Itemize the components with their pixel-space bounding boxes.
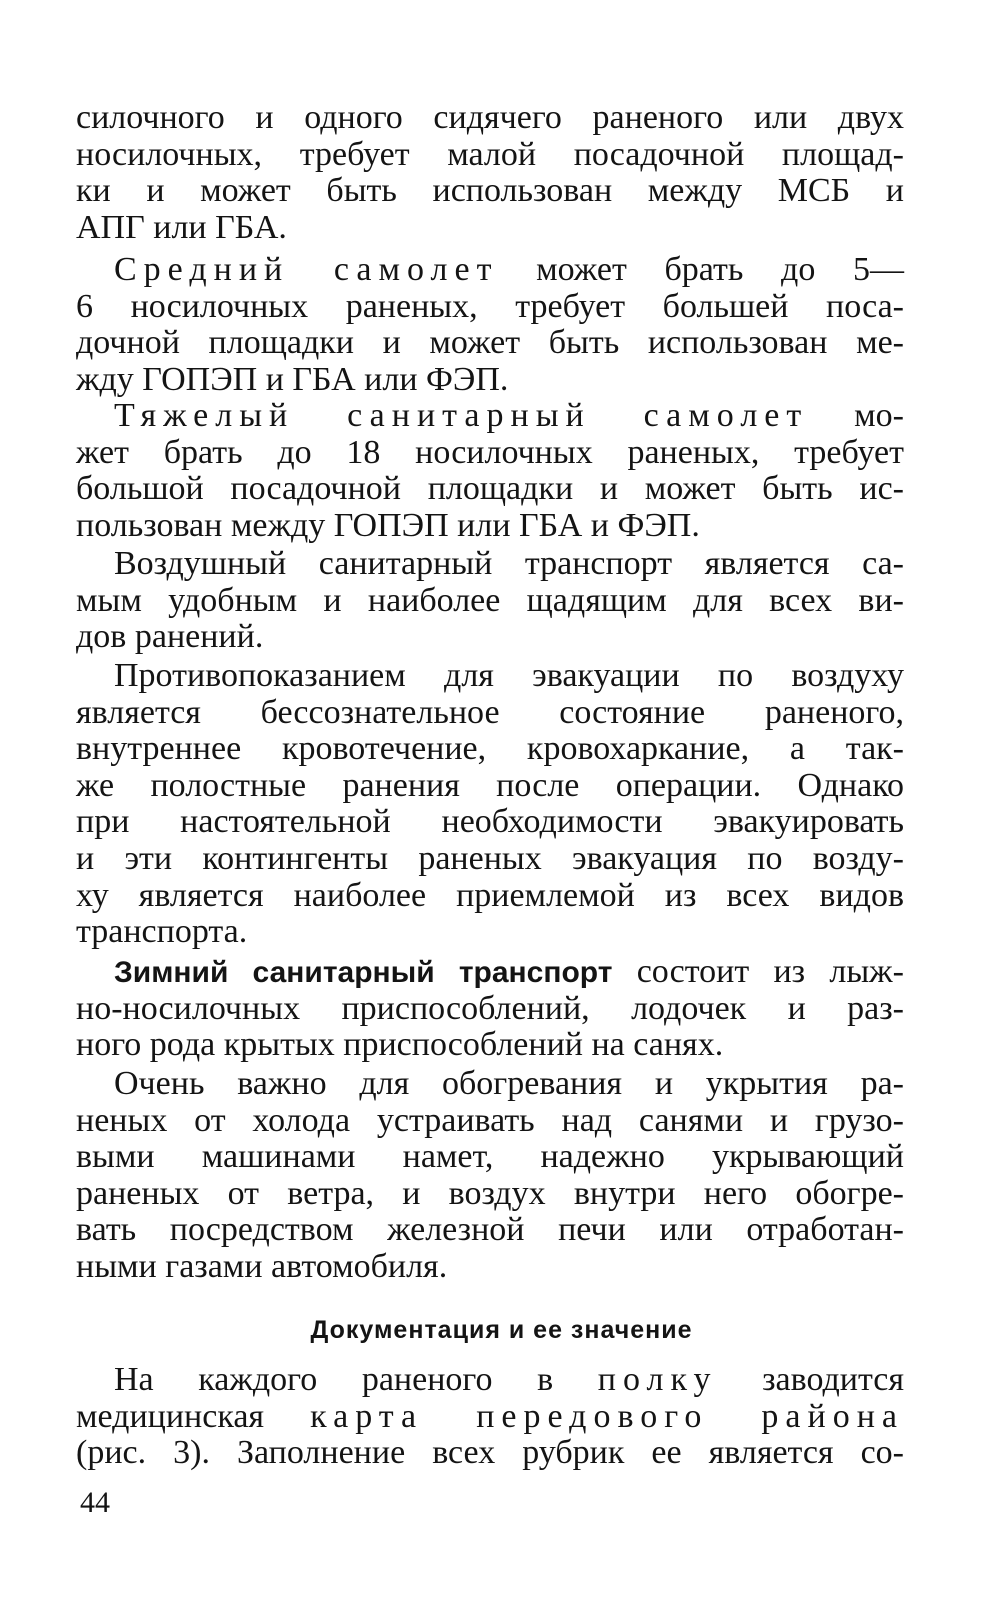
text-line: ного рода крытых приспособлений на санях.: [76, 1026, 724, 1064]
text-line: является бессознательное состояние раненого,: [76, 693, 904, 731]
paragraph-winter-transport: [76, 954, 904, 1064]
text-line: носилочных, требует малой посадочной площад-: [76, 135, 904, 173]
text-line: ки и может быть использован между МСБ и: [76, 172, 904, 210]
text-line: вать посредством железной печи или отработан-: [76, 1211, 904, 1249]
paragraph-medium-aircraft: [76, 252, 904, 398]
text-line: же полостные ранения после операции. Однако: [76, 766, 904, 804]
paragraph-heating: [76, 1066, 904, 1286]
text-line: жду ГОПЭП и ГБА или ФЭП.: [76, 360, 509, 398]
text-line: Тяжелый санитарный самолет мо-: [114, 397, 904, 434]
text-line: силочного и одного сидячего раненого или двух: [76, 99, 904, 136]
text-line: Очень важно для обогревания и укрытия ра-: [114, 1065, 904, 1102]
text-line: дов ранений.: [76, 618, 264, 656]
text-line: медицинская карта передового района: [76, 1397, 905, 1435]
text-line: большой посадочной площадки и может быть ис-: [76, 470, 904, 508]
text-line: мым удобным и наиболее щадящим для всех ви-: [76, 581, 904, 619]
text-line: но-носилочных приспособлений, лодочек и раз-: [76, 989, 904, 1027]
text-line: ху является наиболее приемлемой из всех видов: [76, 876, 904, 914]
text-line: АПГ или ГБА.: [76, 208, 287, 246]
paragraph-documentation: [76, 1362, 904, 1472]
bold-term: Зимний санитарный транспорт: [114, 956, 613, 989]
spaced-term: Средний самолет: [114, 251, 499, 288]
text-line: выми машинами намет, надежно укрывающий: [76, 1138, 904, 1176]
text-line: жет брать до 18 носилочных раненых, требует: [76, 433, 904, 471]
text-line: (рис. 3). Заполнение всех рубрик ее является со-: [76, 1434, 904, 1472]
text-line: при настоятельной необходимости эвакуировать: [76, 803, 904, 841]
text-line: ными газами автомобиля.: [76, 1247, 448, 1285]
paragraph-heavy-aircraft: [76, 398, 904, 544]
text-line: На каждого раненого в полку заводится: [114, 1361, 904, 1398]
text-line: пользован между ГОПЭП или ГБА и ФЭП.: [76, 506, 700, 544]
text-line: раненых от ветра, и воздух внутри него обогре-: [76, 1174, 904, 1212]
spaced-term: Тяжелый санитарный самолет: [114, 397, 809, 434]
spaced-term: карта передового района: [310, 1397, 905, 1435]
section-heading: Документация и ее значение: [310, 1316, 693, 1344]
text-line: неных от холода устраивать над санями и грузо-: [76, 1101, 904, 1139]
text-line: транспорта.: [76, 913, 248, 951]
paragraph-contraindications: [76, 658, 904, 951]
text-line: 6 носилочных раненых, требует большей поса-: [76, 287, 904, 325]
spaced-term: полку: [597, 1361, 718, 1398]
text-line: Зимний санитарный транспорт состоит из лыж-: [114, 953, 904, 990]
text-line: внутреннее кровотечение, кровохаркание, а так-: [76, 730, 904, 768]
text-line: дочной площадки и может быть использован ме-: [76, 324, 904, 362]
paragraph-air-transport: [76, 546, 904, 656]
text-line: Воздушный санитарный транспорт является са-: [114, 545, 904, 582]
paragraph-aircraft-capacity: [76, 100, 904, 246]
page-number: 44: [80, 1486, 110, 1519]
text-line: Противопоказанием для эвакуации по воздуху: [114, 657, 904, 694]
text-line: и эти контингенты раненых эвакуация по возду-: [76, 839, 904, 877]
text-line: Средний самолет может брать до 5—: [114, 251, 904, 288]
